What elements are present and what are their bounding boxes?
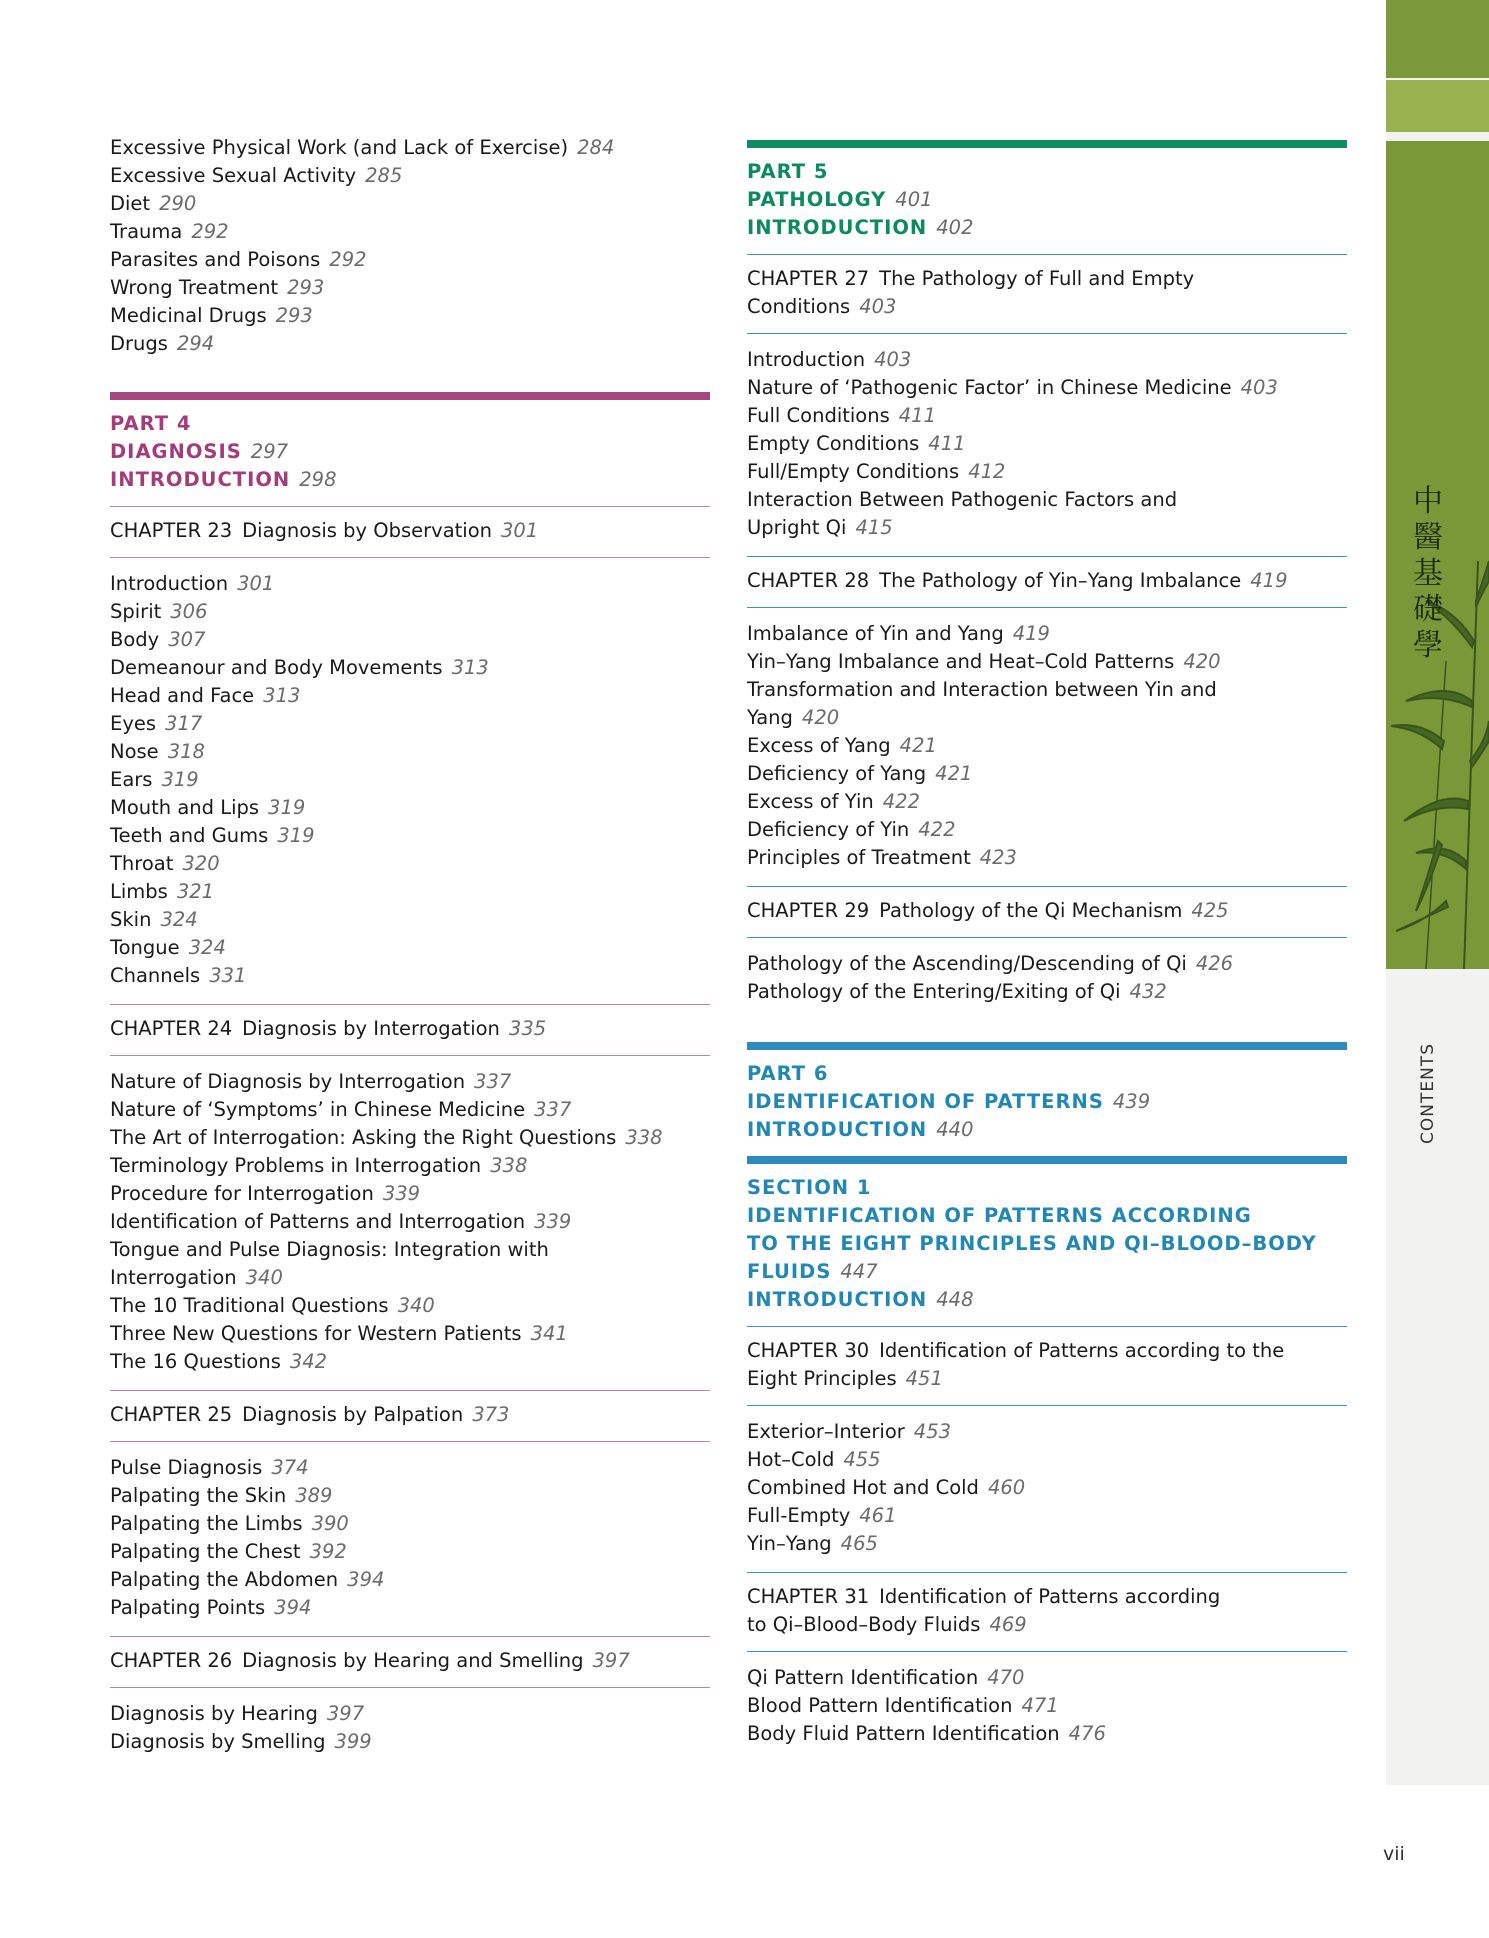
toc-entry: Identification of Patterns and Interrogation 339: [110, 1210, 572, 1233]
toc-entry: Terminology Problems in Interrogation 338: [110, 1154, 528, 1177]
toc-entry: Medicinal Drugs 293: [110, 304, 313, 327]
toc-entry: Teeth and Gums 319: [110, 824, 315, 847]
toc-right-column: [747, 140, 1347, 1762]
toc-entry: Nature of Diagnosis by Interrogation 337: [110, 1070, 512, 1093]
chapter-28-heading: CHAPTER 28 The Pathology of Yin–Yang Imbalance 419: [747, 569, 1288, 592]
toc-entry: Hot–Cold 455: [747, 1448, 881, 1471]
toc-entry: Interrogation 340: [110, 1266, 283, 1289]
page-number: vii: [1383, 1843, 1405, 1865]
chapter-24-items: [110, 1056, 710, 1390]
toc-entry: Empty Conditions 411: [747, 432, 966, 455]
toc-entry: The 10 Traditional Questions 340: [110, 1294, 435, 1317]
chapter-29-items: [747, 938, 1347, 1020]
toc-entry: Three New Questions for Western Patients 341: [110, 1322, 568, 1345]
toc-entry: Nature of ‘Symptoms’ in Chinese Medicine 337: [110, 1098, 572, 1121]
section1-title-line: IDENTIFICATION OF PATTERNS ACCORDING: [747, 1204, 1252, 1227]
toc-entry: Interaction Between Pathogenic Factors and: [747, 488, 1178, 511]
toc-entry: Skin 324: [110, 908, 198, 931]
toc-entry: Demeanour and Body Movements 313: [110, 656, 489, 679]
toc-entry: Deficiency of Yang 421: [747, 762, 973, 785]
toc-entry: Principles of Treatment 423: [747, 846, 1017, 869]
toc-entry: Excess of Yang 421: [747, 734, 937, 757]
toc-entry: Excessive Physical Work (and Lack of Exercise) 284: [110, 136, 615, 159]
toc-entry: Body Fluid Pattern Identification 476: [747, 1722, 1106, 1745]
section1-label: SECTION 1: [747, 1176, 872, 1199]
toc-entry: Mouth and Lips 319: [110, 796, 306, 819]
chinese-char: 基: [1413, 556, 1443, 591]
part4-heading: [110, 400, 710, 506]
toc-entry: Drugs 294: [110, 332, 215, 355]
toc-entry: Channels 331: [110, 964, 247, 987]
chinese-title-vertical: [1408, 484, 1448, 664]
toc-entry: Nature of ‘Pathogenic Factor’ in Chinese Medicine 403: [747, 376, 1278, 399]
toc-entry: Combined Hot and Cold 460: [747, 1476, 1026, 1499]
toc-entry: Tongue 324: [110, 936, 226, 959]
chapter-24-heading: CHAPTER 24 Diagnosis by Interrogation 335: [110, 1017, 547, 1040]
chapter-23-items: [110, 558, 710, 1004]
toc-entry: Spirit 306: [110, 600, 208, 623]
part6-label: PART 6: [747, 1062, 829, 1085]
part5-label: PART 5: [747, 160, 829, 183]
part6-title: IDENTIFICATION OF PATTERNS 439: [747, 1090, 1151, 1113]
section1-heading: [747, 1164, 1347, 1326]
toc-entry: Full Conditions 411: [747, 404, 936, 427]
part6-bar: [747, 1042, 1347, 1050]
toc-entry: Throat 320: [110, 852, 220, 875]
part6-intro: INTRODUCTION 440: [747, 1118, 974, 1141]
section1-intro: INTRODUCTION 448: [747, 1288, 974, 1311]
chapter-23-heading: CHAPTER 23 Diagnosis by Observation 301: [110, 519, 539, 542]
toc-entry: Introduction 403: [747, 348, 912, 371]
toc-items-top: [110, 134, 710, 358]
chapter-26-items: [110, 1688, 710, 1770]
toc-entry: Diagnosis by Hearing 397: [110, 1702, 365, 1725]
toc-entry: The 16 Questions 342: [110, 1350, 328, 1373]
toc-entry: Yin–Yang 465: [747, 1532, 878, 1555]
toc-entry: Pulse Diagnosis 374: [110, 1456, 309, 1479]
chinese-char: 礎: [1413, 592, 1443, 627]
toc-entry: Procedure for Interrogation 339: [110, 1182, 421, 1205]
toc-entry: Full/Empty Conditions 412: [747, 460, 1006, 483]
part4-title: DIAGNOSIS 297: [110, 440, 289, 463]
part5-intro: INTRODUCTION 402: [747, 216, 974, 239]
chinese-char: 學: [1413, 628, 1443, 663]
toc-entry: Transformation and Interaction between Yin and: [747, 678, 1217, 701]
contents-label: CONTENTS: [1418, 1043, 1438, 1144]
part5-bar: [747, 140, 1347, 148]
part6-heading: [747, 1050, 1347, 1156]
toc-entry: Palpating the Limbs 390: [110, 1512, 349, 1535]
toc-entry: Palpating the Chest 392: [110, 1540, 347, 1563]
chinese-char: 醫: [1413, 520, 1443, 555]
part5-title: PATHOLOGY 401: [747, 188, 933, 211]
toc-entry: Eyes 317: [110, 712, 203, 735]
chapter-28-items: [747, 608, 1347, 886]
section1-title-line: TO THE EIGHT PRINCIPLES AND QI–BLOOD–BODY: [747, 1232, 1317, 1255]
toc-entry: Limbs 321: [110, 880, 215, 903]
toc-entry: Head and Face 313: [110, 684, 301, 707]
chapter-25-items: [110, 1442, 710, 1636]
chinese-char: 中: [1413, 484, 1443, 519]
section1-title-line: FLUIDS 447: [747, 1260, 878, 1283]
chapter-30-items: [747, 1406, 1347, 1572]
toc-entry: Yin–Yang Imbalance and Heat–Cold Patterns 420: [747, 650, 1221, 673]
side-tab-light: [1386, 80, 1489, 132]
chapter-26-heading: CHAPTER 26 Diagnosis by Hearing and Smelling 397: [110, 1649, 630, 1672]
toc-entry: Trauma 292: [110, 220, 229, 243]
toc-entry: Wrong Treatment 293: [110, 276, 325, 299]
chapter-31-items: [747, 1652, 1347, 1762]
section1-bar: [747, 1156, 1347, 1164]
toc-entry: Yang 420: [747, 706, 840, 729]
chapter-30-heading: CHAPTER 30 Identification of Patterns according to the Eight Principles 451: [747, 1339, 1285, 1390]
chapter-27-heading: CHAPTER 27 The Pathology of Full and Empty Conditions 403: [747, 267, 1195, 318]
toc-entry: Pathology of the Entering/Exiting of Qi 432: [747, 980, 1167, 1003]
part4-label: PART 4: [110, 412, 192, 435]
toc-entry: Excessive Sexual Activity 285: [110, 164, 403, 187]
chapter-27-items: [747, 334, 1347, 556]
side-tab-top: [1386, 0, 1489, 78]
toc-entry: Blood Pattern Identification 471: [747, 1694, 1059, 1717]
toc-entry: Deficiency of Yin 422: [747, 818, 956, 841]
toc-entry: Upright Qi 415: [747, 516, 893, 539]
toc-entry: Palpating the Skin 389: [110, 1484, 333, 1507]
chapter-25-heading: CHAPTER 25 Diagnosis by Palpation 373: [110, 1403, 510, 1426]
toc-entry: Excess of Yin 422: [747, 790, 920, 813]
toc-entry: Imbalance of Yin and Yang 419: [747, 622, 1050, 645]
toc-entry: Parasites and Poisons 292: [110, 248, 367, 271]
toc-entry: Introduction 301: [110, 572, 275, 595]
part5-heading: [747, 148, 1347, 254]
toc-entry: Full-Empty 461: [747, 1504, 897, 1527]
toc-entry: Qi Pattern Identification 470: [747, 1666, 1025, 1689]
toc-left-column: [110, 134, 710, 1770]
toc-entry: Diet 290: [110, 192, 197, 215]
toc-entry: Diagnosis by Smelling 399: [110, 1730, 372, 1753]
part4-bar: [110, 392, 710, 400]
toc-entry: Exterior–Interior 453: [747, 1420, 952, 1443]
toc-entry: Palpating Points 394: [110, 1596, 312, 1619]
toc-entry: Palpating the Abdomen 394: [110, 1568, 385, 1591]
toc-entry: Tongue and Pulse Diagnosis: Integration with: [110, 1238, 549, 1261]
toc-entry: Body 307: [110, 628, 206, 651]
part4-intro: INTRODUCTION 298: [110, 468, 337, 491]
toc-entry: Nose 318: [110, 740, 205, 763]
toc-entry: Pathology of the Ascending/Descending of Qi 426: [747, 952, 1234, 975]
toc-entry: Ears 319: [110, 768, 199, 791]
chapter-31-heading: CHAPTER 31 Identification of Patterns according to Qi–Blood–Body Fluids 469: [747, 1585, 1221, 1636]
chapter-29-heading: CHAPTER 29 Pathology of the Qi Mechanism 425: [747, 899, 1229, 922]
toc-entry: The Art of Interrogation: Asking the Right Questions 338: [110, 1126, 663, 1149]
